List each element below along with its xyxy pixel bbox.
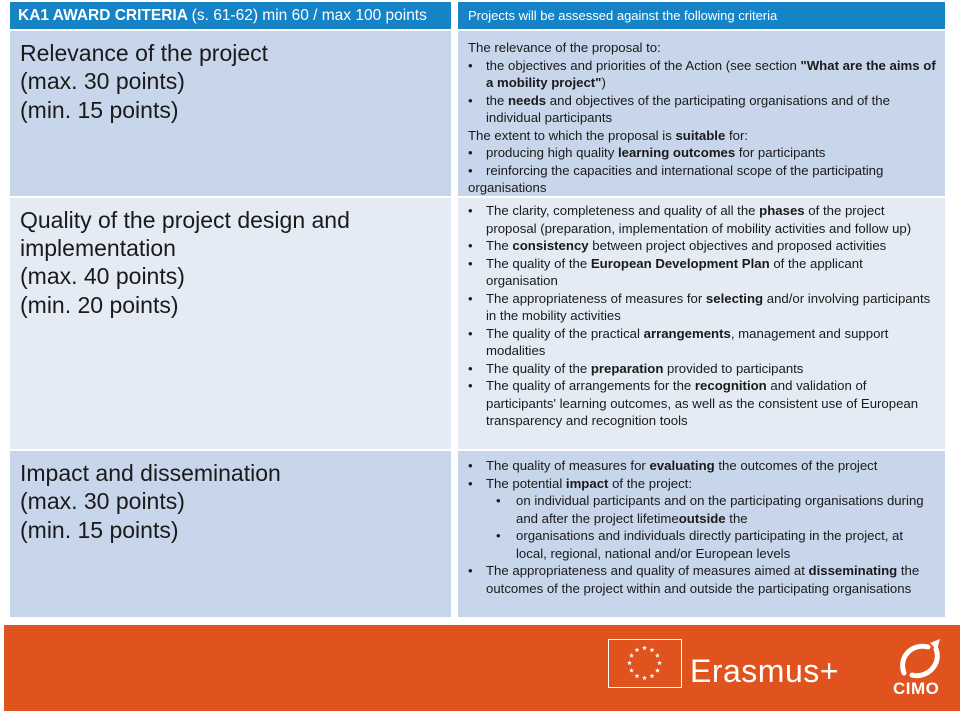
eu-star: [657, 660, 662, 665]
eu-star: [655, 653, 660, 658]
list-item: • The quality of the preparation provided to participants: [468, 360, 937, 378]
criterion-impact: [10, 451, 451, 617]
relevance-list-2: [468, 144, 937, 197]
list-item: • producing high quality learning outcomes for participants: [468, 144, 937, 162]
left-header-range: (s. 61-62) min 60 / max 100 points: [191, 7, 427, 24]
criterion-min-points: (min. 20 points): [20, 291, 179, 318]
criterion-min-points: (min. 15 points): [20, 96, 179, 123]
impact-sub-list: [468, 492, 937, 562]
list-item: • The quality of the European Development Plan of the applicant organisation: [468, 255, 937, 290]
list-item: • organisations and individuals directly participating in the project, at local, regional, national and/or European levels: [468, 527, 937, 562]
list-item: • The consistency between project objectives and proposed activities: [468, 237, 937, 255]
list-item: • The quality of the practical arrangements, management and support modalities: [468, 325, 937, 360]
quality-list: [468, 202, 937, 430]
relevance-intro: The relevance of the proposal to:: [468, 40, 661, 55]
criterion-min-points: (min. 15 points): [20, 516, 179, 543]
relevance-list-1: [468, 57, 937, 127]
list-item: • The quality of arrangements for the recognition and validation of participants' learning outcomes, as well as the consistent use of European transparency and recognition tools: [468, 377, 937, 430]
left-header-title: KA1 AWARD CRITERIA: [18, 7, 188, 24]
footer-bar: [4, 625, 960, 711]
impact-details: [458, 451, 945, 617]
eu-star: [635, 673, 640, 678]
list-item: • The quality of measures for evaluating the outcomes of the project: [468, 457, 937, 475]
erasmus-plus-logo: Erasmus+: [690, 653, 839, 689]
eu-star: [650, 673, 655, 678]
list-item: • The appropriateness of measures for selecting and/or involving participants in the mobility activities: [468, 290, 937, 325]
eu-star: [635, 647, 640, 652]
eu-flag-logo: [608, 639, 682, 688]
criterion-max-points: (max. 30 points): [20, 68, 185, 94]
impact-list-2: [468, 562, 937, 597]
relevance-details: [458, 31, 945, 196]
criterion-title: Relevance of the project: [20, 40, 269, 66]
list-item: • the needs and objectives of the participating organisations and of the individual participants: [468, 92, 937, 127]
eu-star: [642, 645, 647, 650]
criterion-max-points: (max. 30 points): [20, 488, 185, 514]
eu-star: [629, 653, 634, 658]
list-item: • The potential impact of the project:: [468, 475, 937, 493]
criterion-quality: [10, 198, 451, 449]
eu-stars-icon: [609, 640, 680, 686]
left-header: [10, 2, 451, 29]
criterion-title: Quality of the project design and implementation: [20, 207, 350, 261]
list-item: • reinforcing the capacities and international scope of the participating organisations: [468, 162, 937, 197]
impact-list: [468, 457, 937, 492]
relevance-intro-2: The extent to which the proposal is suitable for:: [468, 127, 749, 143]
eu-star: [629, 668, 634, 673]
list-item: • on individual participants and on the participating organisations during and after the project lifetimeoutside the: [468, 492, 937, 527]
eu-star: [642, 675, 647, 680]
criterion-title: Impact and dissemination: [20, 460, 281, 486]
list-item: • The clarity, completeness and quality of all the phases of the project proposal (preparation, implementation of mobility activities and follow up): [468, 202, 937, 237]
quality-details: [458, 198, 945, 449]
list-item: • the objectives and priorities of the Action (see section "What are the aims of a mobility project"): [468, 57, 937, 92]
eu-star: [627, 660, 632, 665]
eu-star: [650, 647, 655, 652]
cimo-wordmark: CIMO: [893, 679, 940, 698]
criterion-max-points: (max. 40 points): [20, 263, 185, 289]
right-header: Projects will be assessed against the following criteria: [458, 2, 945, 29]
criterion-relevance: [10, 31, 451, 196]
list-item: • The appropriateness and quality of measures aimed at disseminating the outcomes of the project within and outside the participating organisations: [468, 562, 937, 597]
eu-star: [655, 668, 660, 673]
